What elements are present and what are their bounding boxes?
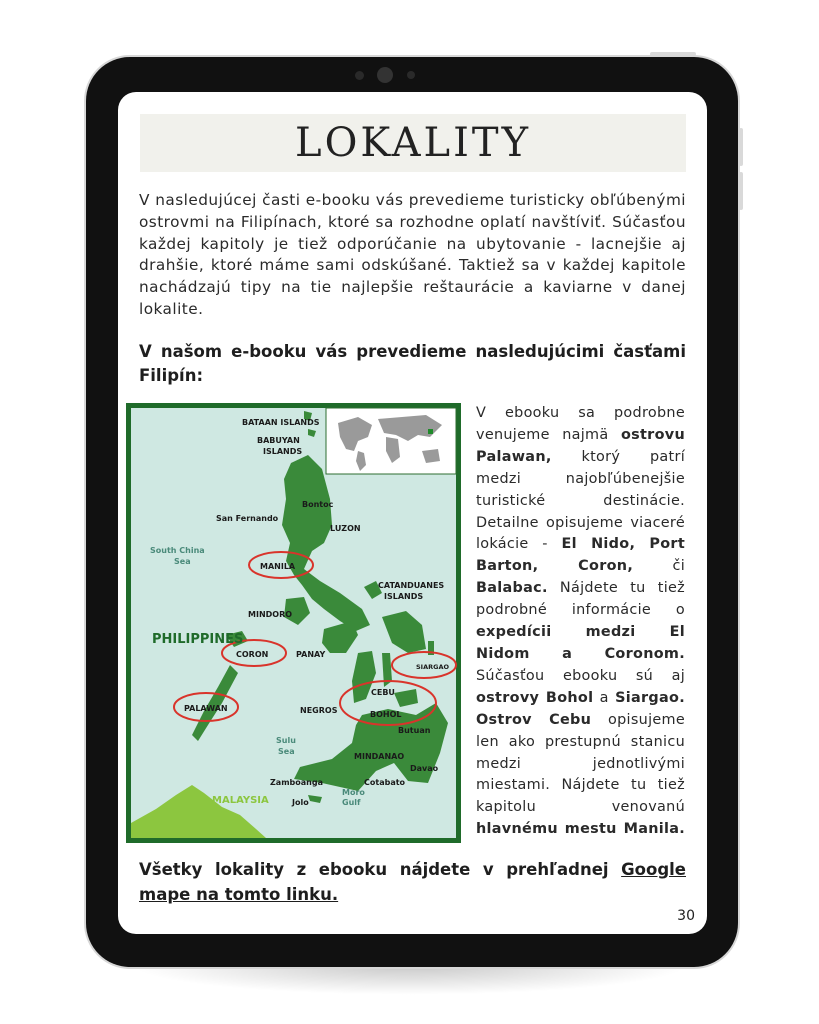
side-text-5: Súčasťou ebooku sú aj	[476, 667, 685, 684]
intro-paragraph: V nasledujúcej časti e-booku vás prevedieme turisticky obľúbenými ostrovmi na Filipínach, ktoré sa rozhodne oplatí navštíviť. Súčasťou každej kapitoly je tiež odporúčanie na ubytovanie - lacnejšie aj drahšie, ktoré máme sami odskúšané. Taktiež sa v každej kapitole nachádzajú tipy na tie najlepšie reštaurácie a kaviarne v danej lokalite.	[139, 191, 686, 318]
device-volume-down-button	[739, 172, 743, 210]
label-coron: CORON	[236, 650, 269, 659]
side-text-6: a	[593, 689, 616, 706]
label-south-china-2: Sea	[174, 557, 191, 566]
device-top-button	[650, 52, 696, 56]
side-bold-balabac: Balabac.	[476, 580, 548, 597]
world-inset-map	[326, 408, 456, 474]
label-butuan: Butuan	[398, 726, 431, 735]
label-catanduanes-2: ISLANDS	[384, 592, 424, 601]
label-cotabato: Cotabato	[364, 778, 406, 787]
footer-text: Všetky lokality z ebooku nájdete v prehľadnej	[139, 860, 622, 879]
side-bold-siargao-cebu: Siargao. Ostrov Cebu	[476, 689, 685, 728]
label-babuyan-1: BABUYAN	[257, 436, 300, 445]
label-malaysia: MALAYSIA	[212, 795, 269, 806]
label-davao: Davao	[410, 764, 439, 773]
side-paragraph	[476, 403, 685, 863]
inset-location-marker	[428, 429, 433, 434]
footer-paragraph	[139, 857, 686, 907]
label-bataan: BATAAN ISLANDS	[242, 418, 320, 427]
section-subheading: V našom e-booku vás prevedieme nasledujúcimi časťami Filipín:	[139, 342, 686, 385]
label-mindanao: MINDANAO	[354, 752, 405, 761]
label-philippines: PHILIPPINES	[152, 632, 244, 647]
label-bontoc: Bontoc	[302, 500, 334, 509]
side-bold-expedition: expedícii medzi El Nidom a Coronom.	[476, 624, 685, 662]
side-bold-palawan: ostrovu Palawan,	[476, 426, 685, 465]
tablet-screen	[118, 92, 707, 934]
side-text-1: V ebooku sa podrobne venujeme najmä	[476, 405, 685, 443]
label-sulu-2: Sea	[278, 747, 295, 756]
side-bold-bohol: ostrovy Bohol	[476, 689, 594, 706]
label-bohol: BOHOL	[370, 710, 402, 719]
side-text-4: Nájdete tu tiež podrobné informácie o	[476, 580, 685, 619]
philippines-map	[126, 403, 461, 843]
side-text-7: opisujeme len ako prestupnú stanicu medzi jednotlivými miestami. Nájdete tu tiež kapitolu venovanú	[476, 711, 685, 816]
google-map-link[interactable]: Google mape na tomto linku.	[139, 860, 686, 904]
side-bold-manila: hlavnému mestu Manila.	[476, 821, 685, 838]
camera-lens	[377, 67, 393, 83]
label-catanduanes-1: CATANDUANES	[378, 581, 445, 590]
label-mindoro: MINDORO	[248, 610, 293, 619]
label-cebu: CEBU	[371, 688, 395, 697]
label-siargao: SIARGAO	[416, 663, 450, 671]
label-luzon: LUZON	[330, 524, 361, 533]
page-title: LOKALITY	[295, 120, 531, 166]
side-bold-locations: El Nido, Port Barton, Coron,	[476, 536, 685, 575]
label-moro-2: Gulf	[342, 798, 361, 807]
device-volume-up-button	[739, 128, 743, 166]
title-band	[140, 114, 686, 172]
camera-dot-right	[407, 71, 415, 79]
label-zamboanga: Zamboanga	[270, 778, 323, 787]
label-negros: NEGROS	[300, 706, 338, 715]
label-babuyan-2: ISLANDS	[263, 447, 303, 456]
label-san-fernando: San Fernando	[216, 514, 279, 523]
side-text-2: ktorý patrí medzi najobľúbenejšie turistické destinácie. Detailne opisujeme viaceré lokácie -	[476, 448, 685, 553]
label-jolo: Jolo	[292, 798, 309, 807]
page-number: 30	[677, 908, 695, 924]
label-south-china-1: South China	[150, 546, 205, 555]
label-manila: MANILA	[260, 562, 296, 571]
label-sulu-1: Sulu	[276, 736, 296, 745]
label-moro-1: Moro	[342, 788, 365, 797]
camera-dot-left	[355, 71, 364, 80]
side-text-3: či	[633, 558, 685, 575]
label-panay: PANAY	[296, 650, 326, 659]
label-palawan: PALAWAN	[184, 704, 228, 713]
